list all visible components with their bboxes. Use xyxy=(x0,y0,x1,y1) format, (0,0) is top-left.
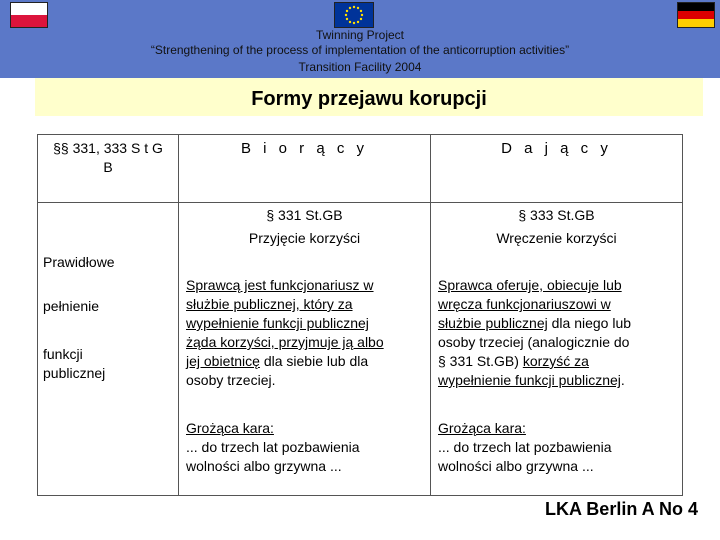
poland-flag-icon xyxy=(10,2,48,28)
table-divider-2 xyxy=(430,134,431,496)
taking-line-5b: dla siebie lub dla xyxy=(259,353,369,369)
left-label-function-line-2: publicznej xyxy=(43,365,106,381)
giving-penalty-label: Grożąca kara: xyxy=(438,420,526,436)
subheader-giving xyxy=(431,206,682,248)
giving-line-5 xyxy=(438,352,678,371)
giving-line-1: Sprawca oferuje, obiecuje lub xyxy=(438,277,622,293)
giving-line-6b: . xyxy=(620,372,625,388)
giving-law-ref: § 333 St.GB xyxy=(518,207,595,223)
giving-line-3b: dla niego lub xyxy=(547,315,632,331)
taking-line-2: służbie publicznej, który za xyxy=(186,296,353,312)
taking-line-5 xyxy=(186,352,426,371)
table-divider-1 xyxy=(178,134,179,496)
taking-law-ref: § 331 St.GB xyxy=(266,207,343,223)
taking-offence-name: Przyjęcie korzyści xyxy=(248,230,361,246)
table-border-right xyxy=(682,134,683,496)
project-subtitle: “Strengthening of the process of implementation of the anticorruption activities” xyxy=(150,43,570,57)
title-band xyxy=(35,78,703,116)
page-title: Formy przejawu korupcji xyxy=(251,88,487,110)
project-name: Twinning Project xyxy=(315,28,405,42)
giving-line-3 xyxy=(438,314,678,333)
eu-flag-icon xyxy=(334,2,374,28)
taking-line-5a: jej obietnicę xyxy=(186,353,260,369)
taking-penalty-label: Grożąca kara: xyxy=(186,420,274,436)
taking-penalty xyxy=(186,419,426,476)
project-facility: Transition Facility 2004 xyxy=(298,60,422,74)
left-label-proper: Prawidłowe xyxy=(43,254,115,270)
subheader-taking xyxy=(179,206,430,248)
taking-line-6: osoby trzeciej. xyxy=(186,372,276,388)
giving-penalty-line-2: wolności albo grzywna ... xyxy=(438,458,594,474)
left-label-performance: pełnienie xyxy=(43,298,100,314)
footer-reference: LKA Berlin A No 4 xyxy=(544,499,698,519)
taking-line-1: Sprawcą jest funkcjonariusz w xyxy=(186,277,374,293)
giving-line-6 xyxy=(438,371,678,390)
giving-line-2: wręcza funkcjonariuszowi w xyxy=(438,296,611,312)
taking-line-3: wypełnienie funkcji publicznej xyxy=(186,315,369,331)
giving-line-5a: § 331 St.GB) xyxy=(438,353,523,369)
reference-line-1: §§ 331, 333 S t G xyxy=(53,140,163,156)
giving-line-3a: służbie publicznej xyxy=(438,315,548,331)
giving-penalty xyxy=(438,419,678,476)
giving-penalty-line-1: ... do trzech lat pozbawienia xyxy=(438,439,612,455)
giving-line-6a: wypełnienie funkcji publicznej xyxy=(438,372,621,388)
taking-penalty-line-2: wolności albo grzywna ... xyxy=(186,458,342,474)
left-label-function xyxy=(43,345,105,383)
table-border-bottom xyxy=(37,495,683,496)
reference-line-2: B xyxy=(103,159,113,175)
table-header-divider xyxy=(37,202,683,203)
taking-line-4: żąda korzyści, przyjmuje ją albo xyxy=(186,334,384,350)
header-cell-reference xyxy=(38,139,178,177)
left-label-function-line-1: funkcji xyxy=(43,346,83,362)
taking-penalty-line-1: ... do trzech lat pozbawienia xyxy=(186,439,360,455)
germany-flag-icon xyxy=(677,2,715,28)
giving-line-5b: korzyść za xyxy=(522,353,589,369)
taking-description xyxy=(186,276,426,390)
header-band xyxy=(0,0,720,78)
giving-description xyxy=(438,276,678,390)
header-cell-taking: B i o r ą c y xyxy=(240,140,369,157)
table-border-top xyxy=(37,134,683,135)
giving-offence-name: Wręczenie korzyści xyxy=(496,230,617,246)
table-border-left xyxy=(37,134,38,496)
giving-line-4: osoby trzeciej (analogicznie do xyxy=(438,334,630,350)
header-cell-giving: D a j ą c y xyxy=(501,140,612,157)
